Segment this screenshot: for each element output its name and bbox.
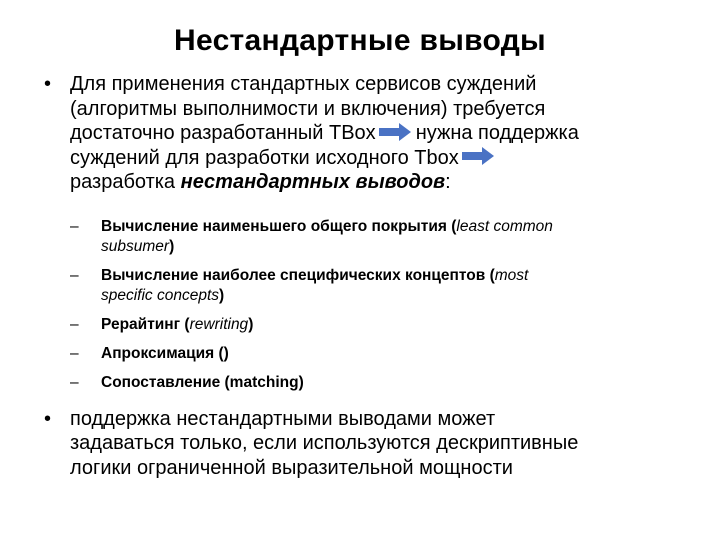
item-text: Вычисление наиболее специфических концептов ( — [101, 266, 495, 284]
bullet-text: суждений для разработки исходного Tbox — [70, 146, 459, 169]
bullet-line: поддержка нестандартными выводами может — [70, 407, 496, 430]
list-item — [70, 266, 680, 306]
slide-title: Нестандартные выводы — [174, 24, 546, 57]
item-italic: rewriting — [189, 315, 249, 333]
dash-marker: – — [70, 217, 79, 235]
bullet-marker: • — [44, 73, 52, 95]
item-italic: most — [494, 266, 529, 284]
dash-marker: – — [70, 344, 79, 362]
item-italic: subsumer — [101, 237, 170, 255]
non-standard-inferences-list — [70, 217, 680, 393]
list-item — [70, 315, 680, 335]
item-text: ) — [169, 237, 175, 255]
item-text: ) — [248, 315, 254, 333]
bullet-line: логики ограниченной выразительной мощности — [70, 456, 513, 479]
dash-marker: – — [70, 315, 79, 333]
bullet-text: разработка — [70, 171, 181, 193]
bullet-text: нужна поддержка — [415, 122, 579, 144]
dash-marker: – — [70, 266, 79, 284]
bullet-line — [70, 146, 680, 171]
bullet-line: Для применения стандартных сервисов суждений — [70, 73, 537, 95]
item-text: Сопоставление (matching) — [101, 373, 304, 391]
right-arrow-icon — [461, 146, 495, 166]
list-item — [70, 217, 680, 257]
bullet-text: : — [445, 171, 451, 193]
bullet-standard-services — [40, 72, 680, 195]
bullet-line — [70, 170, 680, 195]
bullet-line: задаваться только, если используются дескриптивные — [70, 432, 579, 454]
item-italic: specific concepts — [101, 286, 220, 304]
bullet-line — [70, 121, 680, 146]
item-text: ) — [219, 286, 225, 304]
bullet-limited-expressiveness — [40, 407, 680, 481]
list-item — [70, 373, 680, 393]
item-italic: least common — [456, 217, 553, 235]
emphasis-text: нестандартных выводов — [180, 171, 446, 193]
bullet-text: достаточно разработанный TBox — [70, 122, 376, 144]
right-arrow-icon — [378, 122, 412, 142]
item-text: Апроксимация () — [101, 344, 229, 362]
bullet-marker: • — [44, 407, 52, 430]
slide-content — [40, 72, 680, 480]
dash-marker: – — [70, 373, 79, 391]
item-text: Вычисление наименьшего общего покрытия ( — [101, 217, 457, 235]
item-text: Рерайтинг ( — [101, 315, 190, 333]
list-item — [70, 344, 680, 364]
bullet-line: (алгоритмы выполнимости и включения) требуется — [70, 97, 546, 120]
